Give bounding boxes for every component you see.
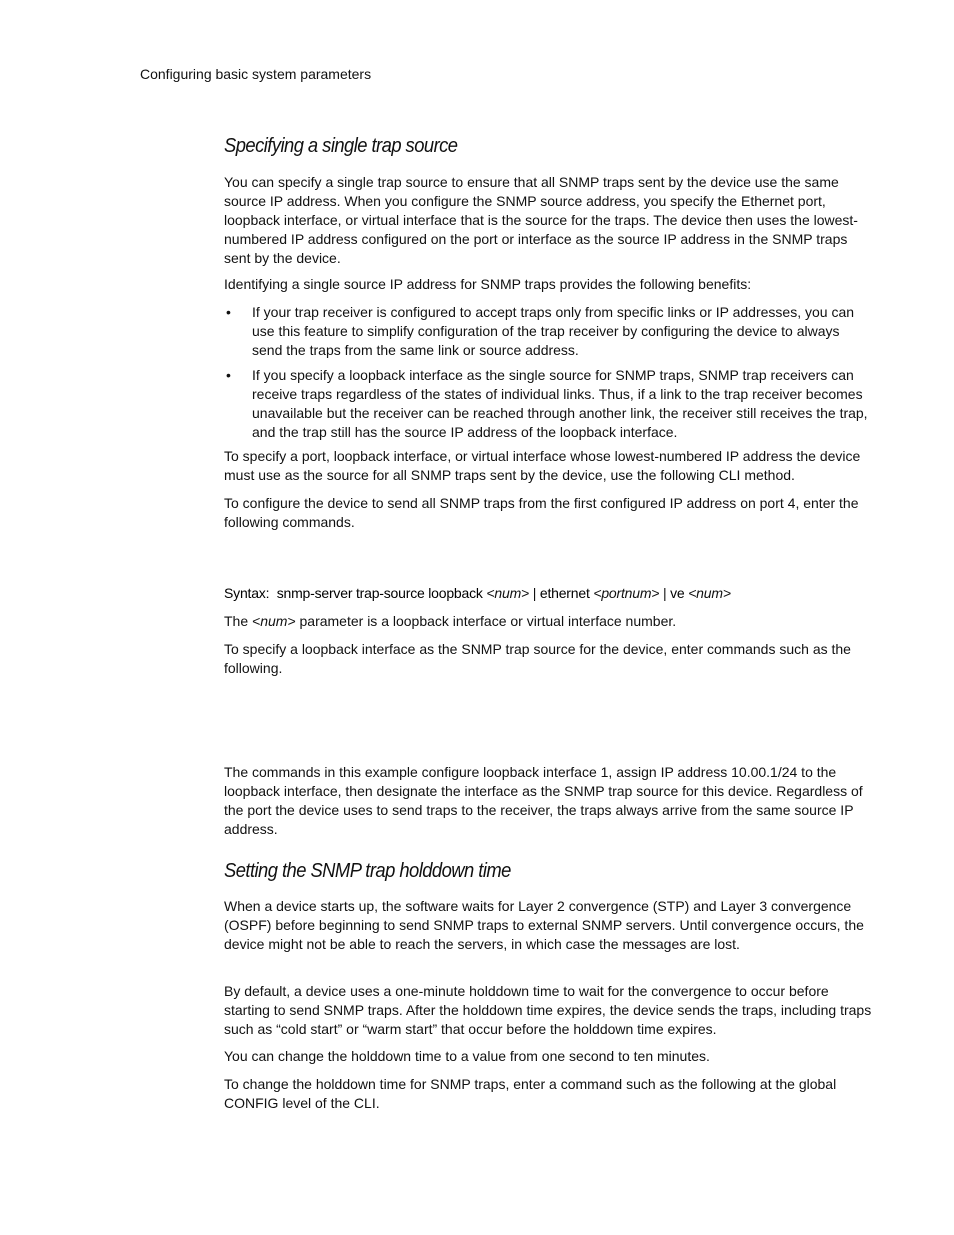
syntax-ethernet: ethernet: [539, 585, 590, 601]
paragraph-num-parameter: [224, 612, 872, 631]
bullet-text: If your trap receiver is configured to accept traps only from specific links or IP addresses, you can use this feature to simplify configuration of the trap receiver by configuring the device to always send the traps from the same link or source address.: [252, 304, 855, 358]
section-heading-trap-source: Specifying a single trap source: [224, 135, 458, 157]
paragraph-holddown-command: To change the holddown time for SNMP traps, enter a command such as the following at the global CONFIG level of the CLI.: [224, 1076, 837, 1111]
paragraph-benefits-intro: Identifying a single source IP address for SNMP traps provides the following benefits:: [224, 276, 752, 292]
syntax-separator: |: [532, 585, 537, 601]
syntax-command: snmp-server trap-source loopback: [276, 585, 483, 601]
paragraph-holddown-intro: When a device starts up, the software waits for Layer 2 convergence (STP) and Layer 3 convergence (OSPF) before beginning to send SNMP traps to external SNMP servers. Until convergence occurs, the device might not be able to reach the servers, in which case the messages are lost.: [224, 898, 864, 952]
syntax-ve: ve: [670, 585, 685, 601]
syntax-separator: |: [662, 585, 667, 601]
paragraph-holddown-range: You can change the holddown time to a value from one second to ten minutes.: [224, 1048, 710, 1064]
text-segment: parameter is a loopback interface or virtual interface number.: [299, 613, 677, 629]
parameter-var-num: <num>: [252, 613, 296, 629]
paragraph-port4-example: To configure the device to send all SNMP traps from the first configured IP address on port 4, enter the following commands.: [224, 495, 859, 530]
paragraph-trap-source-intro: You can specify a single trap source to ensure that all SNMP traps sent by the device use the same source IP address. When you configure the SNMP source address, you specify the Ethernet port, loopback interface, or virtual interface that is the source for the traps. The device then uses the lowest-numbered IP address configured on the port or interface as the source IP address in the SNMP traps sent by the device.: [224, 174, 858, 266]
text-segment: The: [224, 613, 249, 629]
bullet-icon: •: [226, 304, 231, 320]
syntax-label: Syntax:: [224, 585, 270, 601]
bullet-icon: •: [226, 367, 231, 383]
syntax-var-num: <num>: [486, 585, 530, 601]
syntax-var-num: <num>: [688, 585, 731, 601]
paragraph-cli-method: To specify a port, loopback interface, or virtual interface whose lowest-numbered IP address the device must use as the source for all SNMP traps sent by the device, use the following CLI method.: [224, 448, 861, 483]
section-heading-holddown: Setting the SNMP trap holddown time: [224, 860, 511, 882]
paragraph-example-explanation: The commands in this example configure loopback interface 1, assign IP address 10.00.1/24 to the loopback interface, then designate the interface as the SNMP trap source for this device. Regardless of the port the device uses to send traps to the receiver, the traps always arrive from the same source IP address.: [224, 764, 863, 837]
syntax-line: [224, 584, 872, 603]
syntax-var-portnum: <portnum>: [593, 585, 660, 601]
bullet-text: If you specify a loopback interface as the single source for SNMP traps, SNMP trap receivers can receive traps regardless of the states of individual links. Thus, if a link to the trap receiver becomes unavailable but the receiver can be reached through another link, the receiver still receives the trap, and the trap still has the source IP address of the loopback interface.: [252, 367, 868, 440]
paragraph-holddown-default: By default, a device uses a one-minute holddown time to wait for the convergence to occur before starting to send SNMP traps. After the holddown time expires, the device sends the traps, including traps such as “cold start” or “warm start” that occur before the holddown time expires.: [224, 983, 872, 1037]
running-header: Configuring basic system parameters: [140, 66, 372, 82]
paragraph-loopback-source: To specify a loopback interface as the SNMP trap source for the device, enter commands such as the following.: [224, 641, 851, 676]
